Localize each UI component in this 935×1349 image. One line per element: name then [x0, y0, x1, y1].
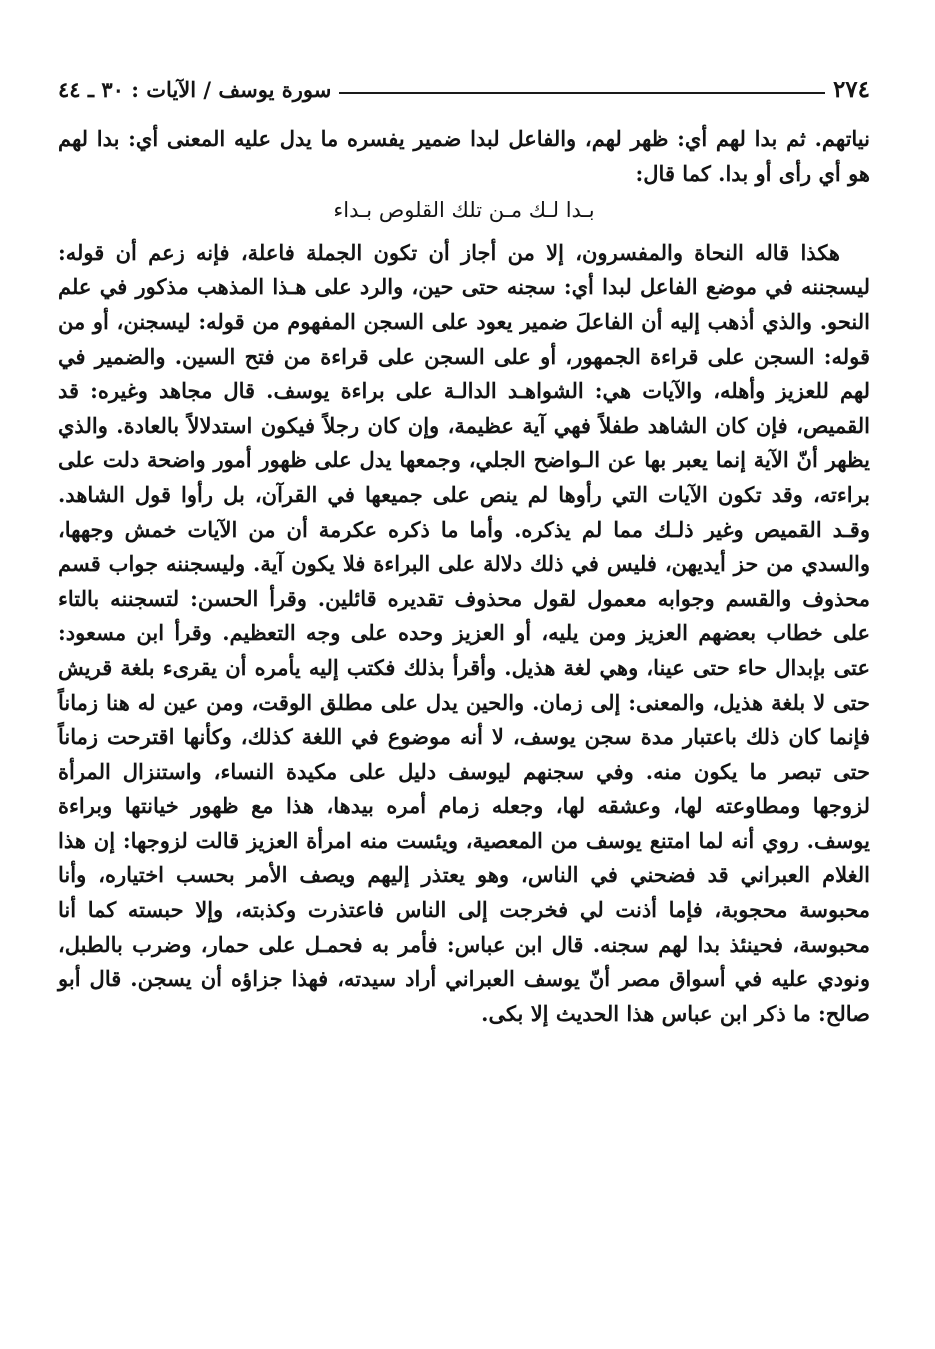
page-body: [58, 122, 870, 1031]
paragraph: نياتهم. ثم بدا لهم أي: ظهر لهم، والفاعل لبدا ضمير يفسره ما يدل عليه المعنى أي: بدا لهم هو أي رأى أو بدا. كما قال:: [58, 126, 870, 186]
running-title: سورة يوسف / الآيات : ٣٠ ـ ٤٤: [58, 76, 332, 102]
running-header: [58, 66, 870, 112]
paragraph: هكذا قاله النحاة والمفسرون، إلا من أجاز أن تكون الجملة فاعلة، فإنه زعم أن قوله: ليسجننه في موضع الفاعل لبدا أي: سجنه حتى حين، والرد على هـذا المذهب مذكور في علم النحو. والذي أذهب إليه أن الفاعلَ ضمير يعود على السجن المفهوم من قوله: ليسجنن، أو من قوله: السجن على قراءة الجمهور، أو على السجن على قراءة من فتح السين. والضمير في لهم للعزيز وأهله، والآيات هي: الشواهـد الدالـة على براءة يوسف. قال مجاهد وغيره: قد القميص، فإن كان الشاهد طفلاً فهي آية عظيمة، وإن كان رجلاً فيكون استدلالاً بالعادة. والذي يظهر أنّ الآية إنما يعبر بها عن الـواضح الجلي، وجمعها يدل على ظهور أمور واضحة دلت على براءته، وقد تكون الآيات التي رأوها لم ينص على جميعها في القرآن، بل رأوا قول الشاهد. وقـد القميص وغير ذلـك مما لم يذكره. وأما ما ذكره عكرمة أن من الآيات خمش وجهها، والسدي من حز أيديهن، فليس في ذلك دلالة على البراءة فلا يكون آية. وليسجننه جواب قسم محذوف والقسم وجوابه معمول لقول محذوف تقديره قائلين. وقرأ الحسن: لتسجننه بالتاء على خطاب بعضهم العزيز ومن يليه، أو العزيز وحده على وجه التعظيم. وقرأ ابن مسعود: عتى بإبدال حاء حتى عينا، وهي لغة هذيل. وأقرأ بذلك فكتب إليه يأمره أن يقرىء بلغة قريش حتى لا بلغة هذيل، والمعنى: إلى زمان. والحين يدل على مطلق الوقت، ومن عين له هنا زماناً فإنما كان ذلك باعتبار مدة سجن يوسف، لا أنه موضوع في اللغة كذلك، وكأنها اقترحت زماناً حتى تبصر ما يكون منه. وفي سجنهم ليوسف دليل على مكيدة النساء، واستنزال المرأة لزوجها ومطاوعته لها، وعشقه لها، وجعله زمام أمره بيدها، هذا مع ظهور خيانتها وبراءة يوسف. روي أنه لما امتنع يوسف من المعصية، ويئست منه امرأة العزيز قالت لزوجها: إن هذا الغلام العبراني قد فضحني في الناس، وهو يعتذر إليهم ويصف الأمر بحسب اختياره، وأنا محبوسة محجوبة، فإما أذنت لي فخرجت إلى الناس فاعتذرت وكذبته، وإلا حبسته كما أنا محبوسة، فحينئذ بدا لهم سجنه. قال ابن عباس: فأمر به فحمـل على حمار، وضرب بالطبل، ونودي عليه في أسواق مصر أنّ يوسف العبراني أراد سيدته، فهذا جزاؤه أن يسجن. قال أبو صالح: ما ذكر ابن عباس هذا الحديث إلا بكى.: [58, 239, 870, 1026]
page-number: ٢٧٤: [832, 75, 870, 103]
book-page: [58, 66, 870, 1031]
header-rule: [339, 92, 825, 94]
poetry-verse: بـدا لـك مـن تلك القلوص بـداء: [333, 198, 595, 223]
